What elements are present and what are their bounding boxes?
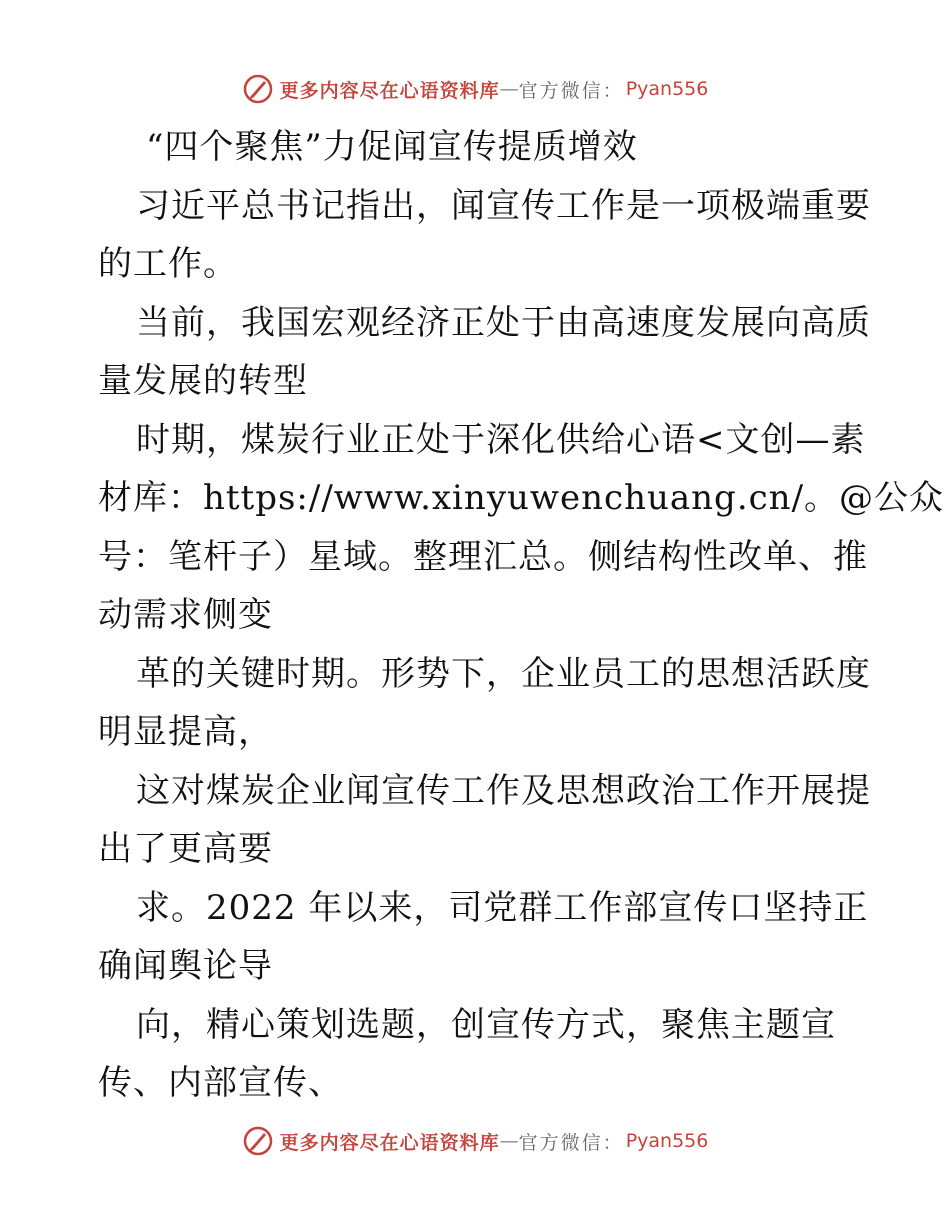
paragraph-line: 革的关键时期。形势下，企业员工的思想活跃度: [136, 653, 871, 694]
watermark-account: Pyan556: [625, 1130, 709, 1152]
paragraph-line: 的工作。: [98, 244, 238, 284]
watermark-account: Pyan556: [625, 78, 709, 100]
paragraph-line: 向，精心策划选题，创宣传方式，聚焦主题宣: [136, 1004, 836, 1045]
document-body: [98, 118, 945, 1113]
paragraph-line: 时期，煤炭行业正处于深化供给心语<文创—素: [136, 419, 866, 460]
quill-logo-icon: [242, 1125, 274, 1157]
quill-logo-icon: [242, 73, 274, 105]
watermark-brand: 更多内容尽在心语资料库: [279, 79, 500, 102]
document-title: “四个聚焦”力促闻宣传提质增效: [146, 127, 638, 167]
paragraph-line: 量发展的转型: [98, 361, 308, 401]
paragraph-line: 这对煤炭企业闻宣传工作及思想政治工作开展提: [136, 770, 871, 811]
paragraph-line: 材库：https://www.xinyuwenchuang.cn/。@公众: [98, 478, 945, 518]
watermark-separator: —: [499, 78, 519, 100]
paragraph-line: 出了更高要: [98, 829, 273, 869]
paragraph-line: 动需求侧变: [98, 595, 273, 635]
watermark-label: 官方微信：: [518, 79, 624, 102]
paragraph-line: 明显提高，: [98, 712, 273, 752]
paragraph-line: 确闻舆论导: [98, 946, 273, 986]
watermark-separator: —: [499, 1130, 519, 1152]
paragraph-line: 当前，我国宏观经济正处于由高速度发展向高质: [136, 302, 871, 343]
paragraph-line: 求。2022 年以来，司党群工作部宣传口坚持正: [136, 887, 869, 928]
footer-watermark: [0, 1124, 950, 1158]
paragraph-line: 传、内部宣传、: [98, 1063, 343, 1103]
paragraph-line: 号：笔杆子）星域。整理汇总。侧结构性改单、推: [98, 536, 868, 577]
header-watermark: [0, 72, 950, 106]
paragraph-line: 习近平总书记指出，闻宣传工作是一项极端重要: [136, 185, 871, 226]
watermark-brand: 更多内容尽在心语资料库: [279, 1131, 500, 1154]
watermark-label: 官方微信：: [518, 1131, 624, 1154]
